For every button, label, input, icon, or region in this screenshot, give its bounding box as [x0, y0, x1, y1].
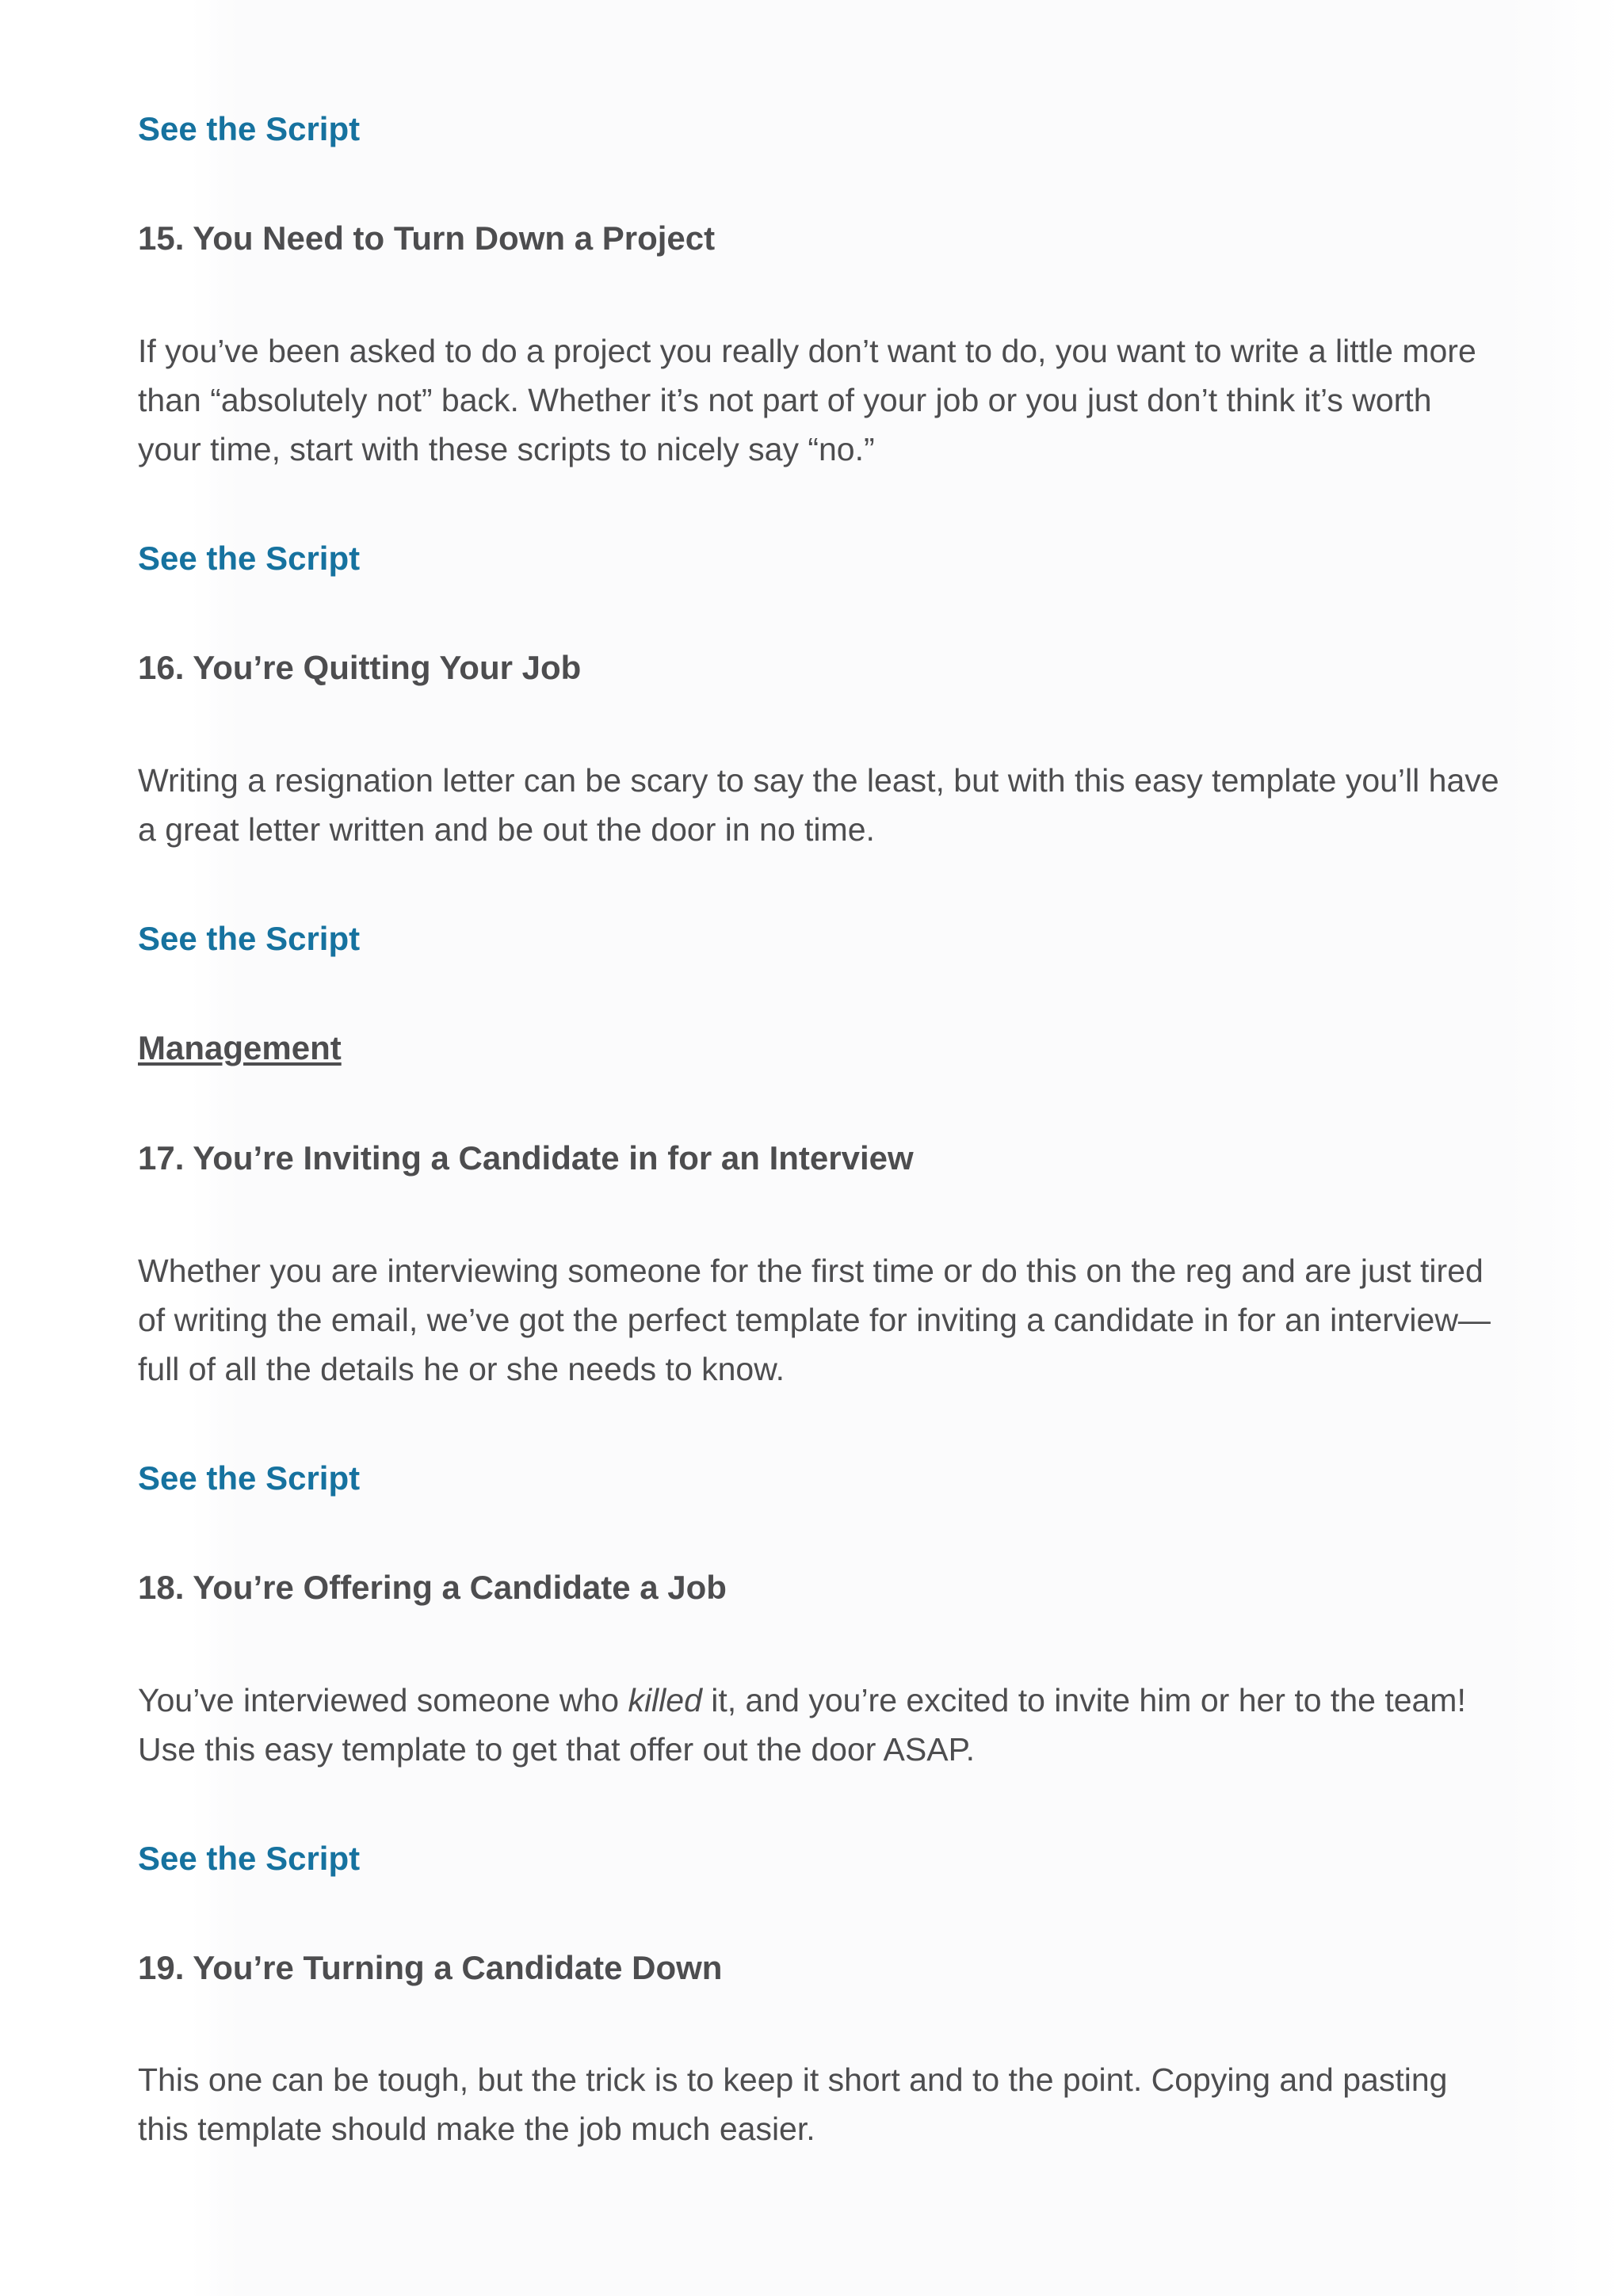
see-the-script-link[interactable]: See the Script — [138, 920, 361, 957]
section-heading-18: 18. You’re Offering a Candidate a Job — [138, 1569, 727, 1606]
paragraph-18-emphasis: killed — [628, 1682, 702, 1718]
see-the-script-link[interactable]: See the Script — [138, 1840, 361, 1877]
management-section-title: Management — [138, 1029, 342, 1066]
paragraph-15: If you’ve been asked to do a project you really don’t want to do, you want to write a little more than “absolutely not” back. Whether it’s not part of your job or you just don’t think it’s worth your time, start with these scripts to nicely say “no.” — [138, 333, 1476, 467]
see-the-script-link[interactable]: See the Script — [138, 1459, 361, 1497]
see-the-script-link[interactable]: See the Script — [138, 540, 361, 577]
paragraph-19: This one can be tough, but the trick is to keep it short and to the point. Copying and pasting this template should make the job much easier. — [138, 2061, 1448, 2147]
see-the-script-link[interactable]: See the Script — [138, 110, 361, 147]
paragraph-18-part-2: it, and you’re excited to invite him or her to the team! Use this easy template to get that offer out the door ASAP. — [138, 1682, 1466, 1768]
paragraph-18 — [138, 1676, 1501, 1774]
section-heading-19: 19. You’re Turning a Candidate Down — [138, 1949, 723, 1986]
paragraph-17: Whether you are interviewing someone for the first time or do this on the reg and are just tired of writing the email, we’ve got the perfect template for inviting a candidate in for an interview—full of all the details he or she needs to know. — [138, 1253, 1491, 1387]
paragraph-16: Writing a resignation letter can be scary to say the least, but with this easy template you’ll have a great letter written and be out the door in no time. — [138, 762, 1499, 848]
paragraph-18-part-1: You’ve interviewed someone who — [138, 1682, 628, 1718]
section-heading-17: 17. You’re Inviting a Candidate in for an Interview — [138, 1139, 914, 1177]
section-heading-16: 16. You’re Quitting Your Job — [138, 649, 582, 686]
section-heading-15: 15. You Need to Turn Down a Project — [138, 219, 716, 257]
